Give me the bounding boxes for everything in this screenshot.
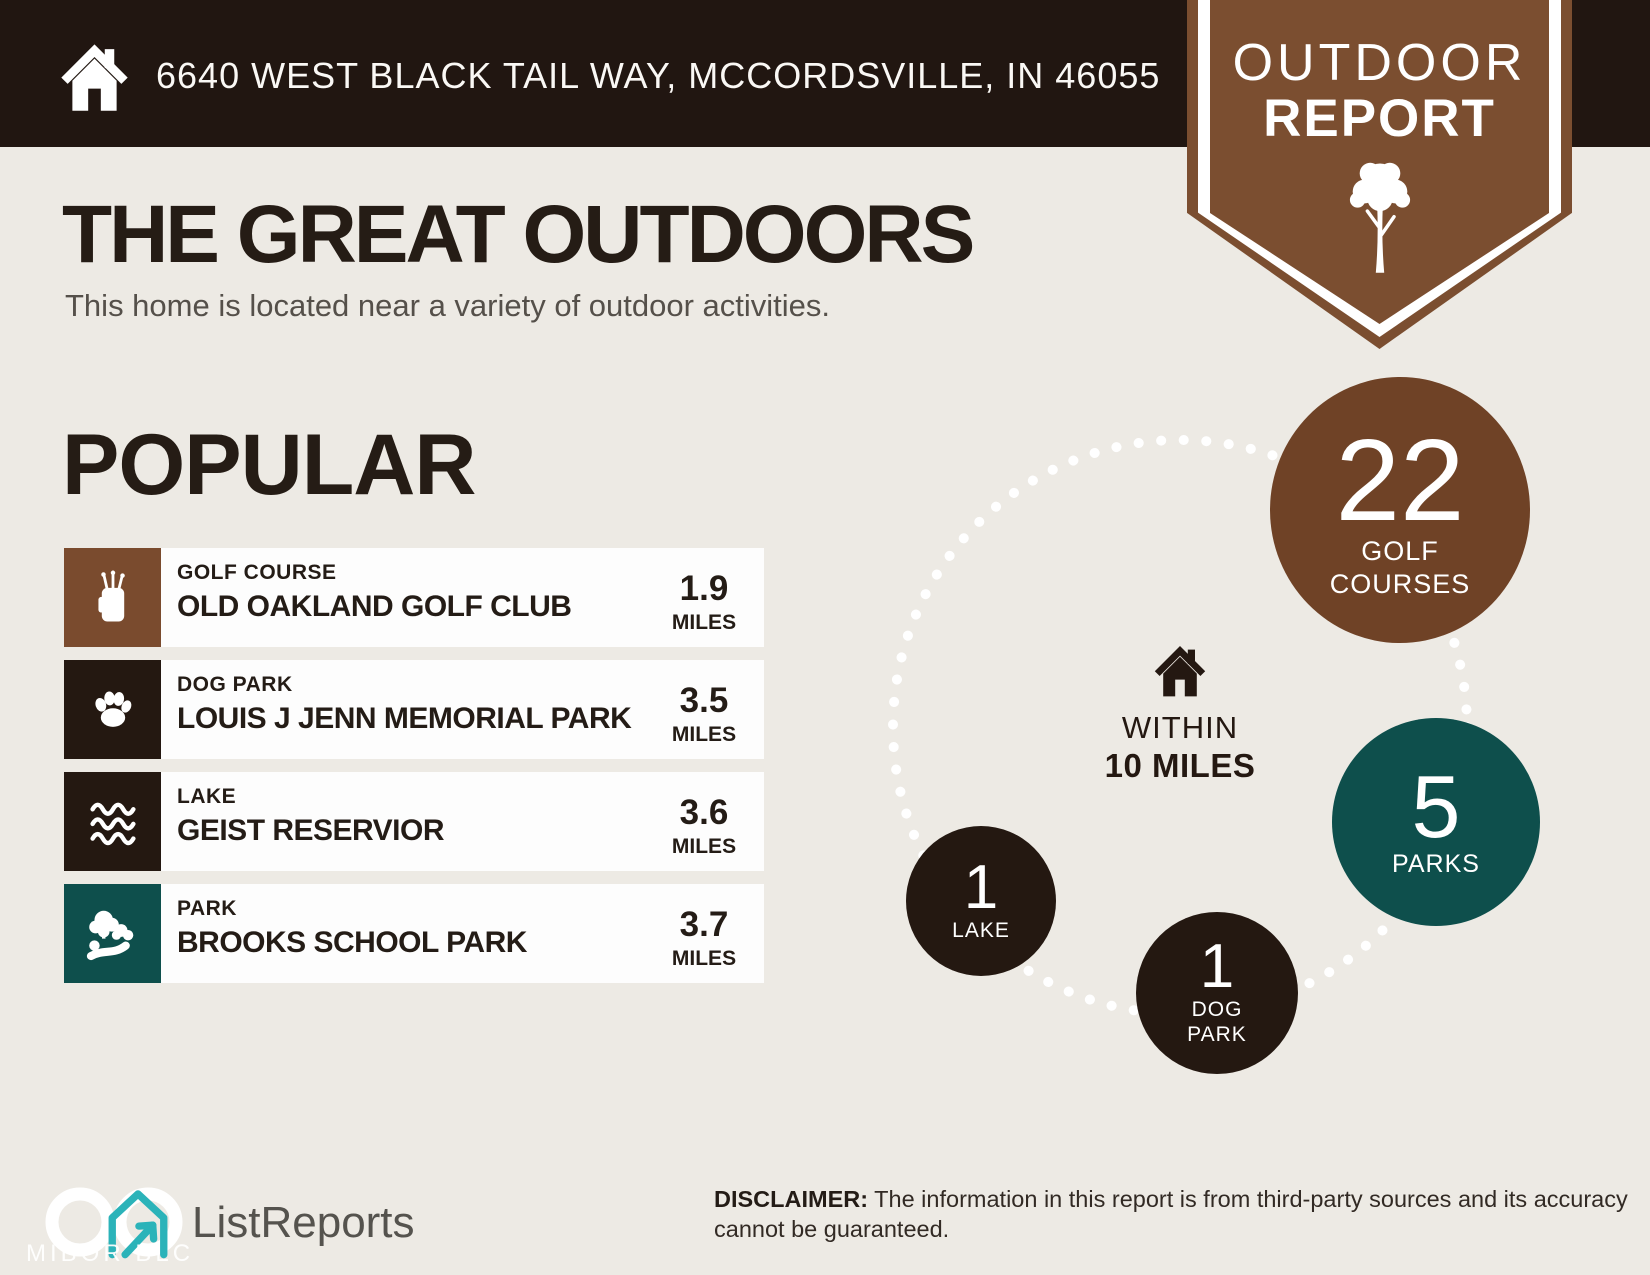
disclaimer-text: The information in this report is from third-party sources and its accuracy cannot be guaranteed. xyxy=(714,1186,1628,1243)
disclaimer xyxy=(714,1184,1629,1244)
place-info xyxy=(177,562,571,622)
stat-value: 1 xyxy=(963,852,999,922)
stat-label: PARKS xyxy=(1392,849,1480,878)
page-subtitle: This home is located near a variety of outdoor activities. xyxy=(65,288,831,323)
stat-label: LAKE xyxy=(952,918,1010,942)
page-title: THE GREAT OUTDOORS xyxy=(62,189,973,280)
stat-bubble-dog-park xyxy=(1136,912,1298,1074)
stat-bubble-lake xyxy=(906,826,1056,976)
stat-value: 22 xyxy=(1335,414,1465,545)
place-info xyxy=(177,674,631,734)
place-category: DOG PARK xyxy=(177,673,293,696)
distance-value: 3.5 xyxy=(679,681,729,720)
stat-label: DOG xyxy=(1191,997,1243,1021)
stat-bubble-golf-courses xyxy=(1270,377,1530,643)
distance-unit: MILES xyxy=(671,611,737,634)
place-row-dog-park xyxy=(64,660,764,759)
golf-bag-icon xyxy=(64,548,161,647)
stat-value: 5 xyxy=(1411,756,1461,856)
stat-label: GOLF xyxy=(1361,536,1439,567)
disclaimer-label: DISCLAIMER: xyxy=(714,1186,869,1212)
distance-value: 3.6 xyxy=(679,793,729,832)
listreports-brand: ListReports xyxy=(192,1198,415,1247)
home-icon xyxy=(1148,640,1212,700)
distance-unit: MILES xyxy=(671,723,737,746)
place-name: OLD OAKLAND GOLF CLUB xyxy=(177,590,572,623)
place-name: BROOKS SCHOOL PARK xyxy=(177,926,527,959)
place-row-lake xyxy=(64,772,764,871)
place-row-golf-course xyxy=(64,548,764,647)
place-category: GOLF COURSE xyxy=(177,561,337,584)
badge-title-line2: REPORT xyxy=(1263,88,1496,148)
distance-value: 1.9 xyxy=(679,569,729,608)
badge-content xyxy=(1187,0,1572,349)
place-info xyxy=(177,786,444,846)
stat-label: COURSES xyxy=(1329,569,1471,600)
distance-unit: MILES xyxy=(671,947,737,970)
place-distance xyxy=(654,795,754,857)
mls-watermark: MIBOR BLC xyxy=(26,1240,195,1267)
place-distance xyxy=(654,683,754,745)
home-icon xyxy=(55,36,134,116)
place-row-park xyxy=(64,884,764,983)
place-name: GEIST RESERVIOR xyxy=(177,814,445,847)
place-info xyxy=(177,898,527,958)
place-distance xyxy=(654,907,754,969)
within-label: WITHIN xyxy=(1121,710,1239,745)
property-address: 6640 WEST BLACK TAIL WAY, MCCORDSVILLE, IN 46055 xyxy=(156,55,1161,96)
park-icon xyxy=(64,884,161,983)
stat-bubble-parks xyxy=(1332,718,1540,926)
place-category: PARK xyxy=(177,897,237,920)
badge-title-line1: OUTDOOR xyxy=(1232,34,1527,92)
place-name: LOUIS J JENN MEMORIAL PARK xyxy=(177,702,632,735)
popular-heading: POPULAR xyxy=(62,417,476,513)
place-distance xyxy=(654,571,754,633)
within-miles-label: 10 MILES xyxy=(1104,747,1256,785)
distance-unit: MILES xyxy=(671,835,737,858)
paw-icon xyxy=(64,660,161,759)
stat-value: 1 xyxy=(1199,931,1235,1001)
tree-icon xyxy=(1338,156,1422,276)
place-category: LAKE xyxy=(177,785,237,808)
stat-label: PARK xyxy=(1187,1023,1247,1047)
outdoor-report-badge xyxy=(1187,0,1572,349)
distance-value: 3.7 xyxy=(679,905,729,944)
radius-center-label xyxy=(1060,640,1300,784)
waves-icon xyxy=(64,772,161,871)
